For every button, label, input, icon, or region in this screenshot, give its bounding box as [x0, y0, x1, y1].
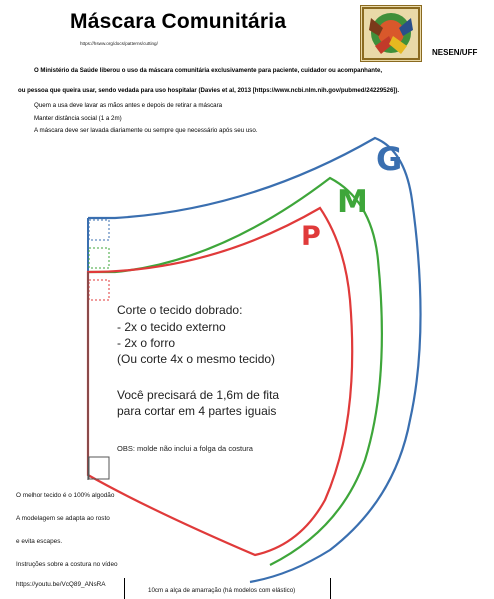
logo-caption: NESEN/UFF — [432, 48, 478, 57]
size-label-m: M — [337, 184, 368, 220]
note-distance: Manter distância social (1 a 2m) — [34, 115, 122, 122]
size-label-g: G — [376, 140, 403, 178]
instruction-line: (Ou corte 4x o mesmo tecido) — [117, 352, 276, 366]
size-label-p: P — [301, 221, 321, 252]
strip-divider-left — [124, 578, 125, 599]
fold-marker-g — [89, 220, 109, 240]
corner-square — [89, 457, 109, 479]
ministry-paragraph: O Ministério da Saúde liberou o uso da máscara comunitária exclusivamente para paciente, cuidador ou acompanhante, — [34, 67, 383, 74]
note-wash-mask: A máscara deve ser lavada diariamente ou sempre que necessário após seu uso. — [34, 127, 258, 134]
source-url[interactable]: https://hsww.org/docs/patterns/cutting/ — [80, 41, 158, 46]
tip-video: Instruções sobre a costura no vídeo — [16, 561, 118, 568]
video-link[interactable]: https://youtu.be/VcQ89_ANsRA — [16, 581, 106, 588]
tip-fabric: O melhor tecido é o 100% algodão — [16, 492, 115, 499]
hospital-paragraph: ou pessoa que queira usar, sendo vedada para uso hospitalar (Davies et al, 2013 [https://www.ncbi.nlm.nih.gov/pubmed/24229526]). — [18, 87, 400, 94]
pattern-outline-p — [88, 208, 352, 555]
fold-marker-p — [89, 280, 109, 300]
tip-fit: A modelagem se adapta ao rosto — [16, 515, 110, 522]
page-title: Máscara Comunitária — [70, 10, 287, 33]
seam-allowance-note: OBS: molde não inclui a folga da costura — [117, 444, 253, 453]
pattern-outline-m — [88, 178, 382, 565]
fold-marker-m — [89, 248, 109, 268]
instruction-line: Corte o tecido dobrado: — [117, 303, 243, 317]
strip-divider-right — [330, 578, 331, 599]
note-wash-hands: Quem a usa deve lavar as mãos antes e depois de retirar a máscara — [34, 102, 223, 109]
tip-escapes: e evita escapes. — [16, 538, 63, 545]
instruction-line: para cortar em 4 partes iguais — [117, 404, 277, 418]
tie-strap-note: 10cm a alça de amarração (há modelos com elástico) — [148, 587, 296, 594]
instruction-line: - 2x o tecido externo — [117, 320, 226, 334]
instruction-line: - 2x o forro — [117, 336, 176, 350]
instruction-line: Você precisará de 1,6m de fita — [117, 388, 280, 402]
